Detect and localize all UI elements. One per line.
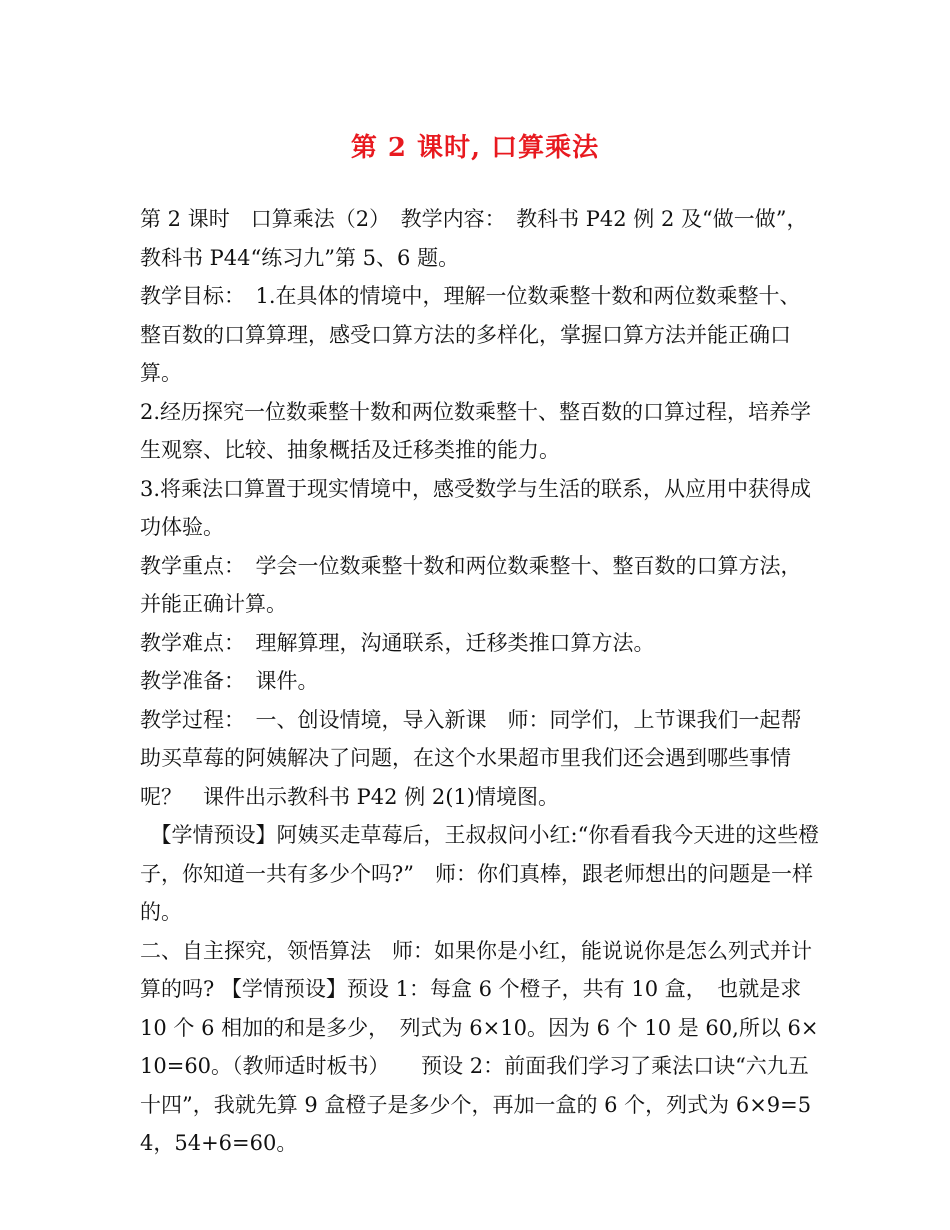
paragraph-teaching-goal-1: 教学目标： 1.在具体的情境中，理解一位数乘整十数和两位数乘整十、整百数的口算算理，感受口算方法的多样化，掌握口算方法并能正确口算。 <box>140 284 801 385</box>
paragraph-teaching-process: 教学过程： 一、创设情境，导入新课 师：同学们，上节课我们一起帮助买草莓的阿姨解决了问题，在这个水果超市里我们还会遇到哪些事情呢？ 课件出示教科书 P42 例 2(1)情境图。 <box>140 707 802 809</box>
paragraph-difficulties: 教学难点： 理解算理，沟通联系，迁移类推口算方法。 <box>140 630 655 655</box>
document-title: 第 2 课时, 口算乘法 <box>350 133 600 163</box>
paragraph-teaching-goal-2: 2.经历探究一位数乘整十数和两位数乘整十、整百数的口算过程，培养学生观察、比较、抽象概括及迁移类推的能力。 <box>140 399 812 462</box>
paragraph-preparation: 教学准备： 课件。 <box>140 669 319 693</box>
paragraph-key-points: 教学重点： 学会一位数乘整十数和两位数乘整十、整百数的口算方法，并能正确计算。 <box>140 553 802 616</box>
document-body <box>140 200 820 1163</box>
paragraph-learning-preset: 【学情预设】阿姨买走草莓后，王叔叔问小红:“你看看我今天进的这些橙子，你知道一共有多少个吗?” 师：你们真棒，跟老师想出的问题是一样的。 <box>140 823 820 924</box>
paragraph-teaching-goal-3: 3.将乘法口算置于现实情境中，感受数学与生活的联系，从应用中获得成功体验。 <box>140 476 812 539</box>
paragraph-lesson-content: 第 2 课时 口算乘法（2） 教学内容： 教科书 P42 例 2 及“做一做”，教科书 P44“练习九”第 5、6 题。 <box>140 207 808 270</box>
paragraph-self-exploration: 二、自主探究，领悟算法 师：如果你是小红，能说说你是怎么列式并计算的吗? 【学情预设】预设 1：每盒 6 个橙子，共有 10 盒， 也就是求 10 个 6 相加的和是多少， 列式为 6×10。因为 6 个 10 是 60,所以 6×10=60。（教师适时板书） 预设 2：前面我们学习了乘法口诀“六九五十四”，我就先算 9 盒橙子是多少个，再加一盒的 6 个，列式为 6×9=54，54+6=60。 <box>140 938 819 1155</box>
